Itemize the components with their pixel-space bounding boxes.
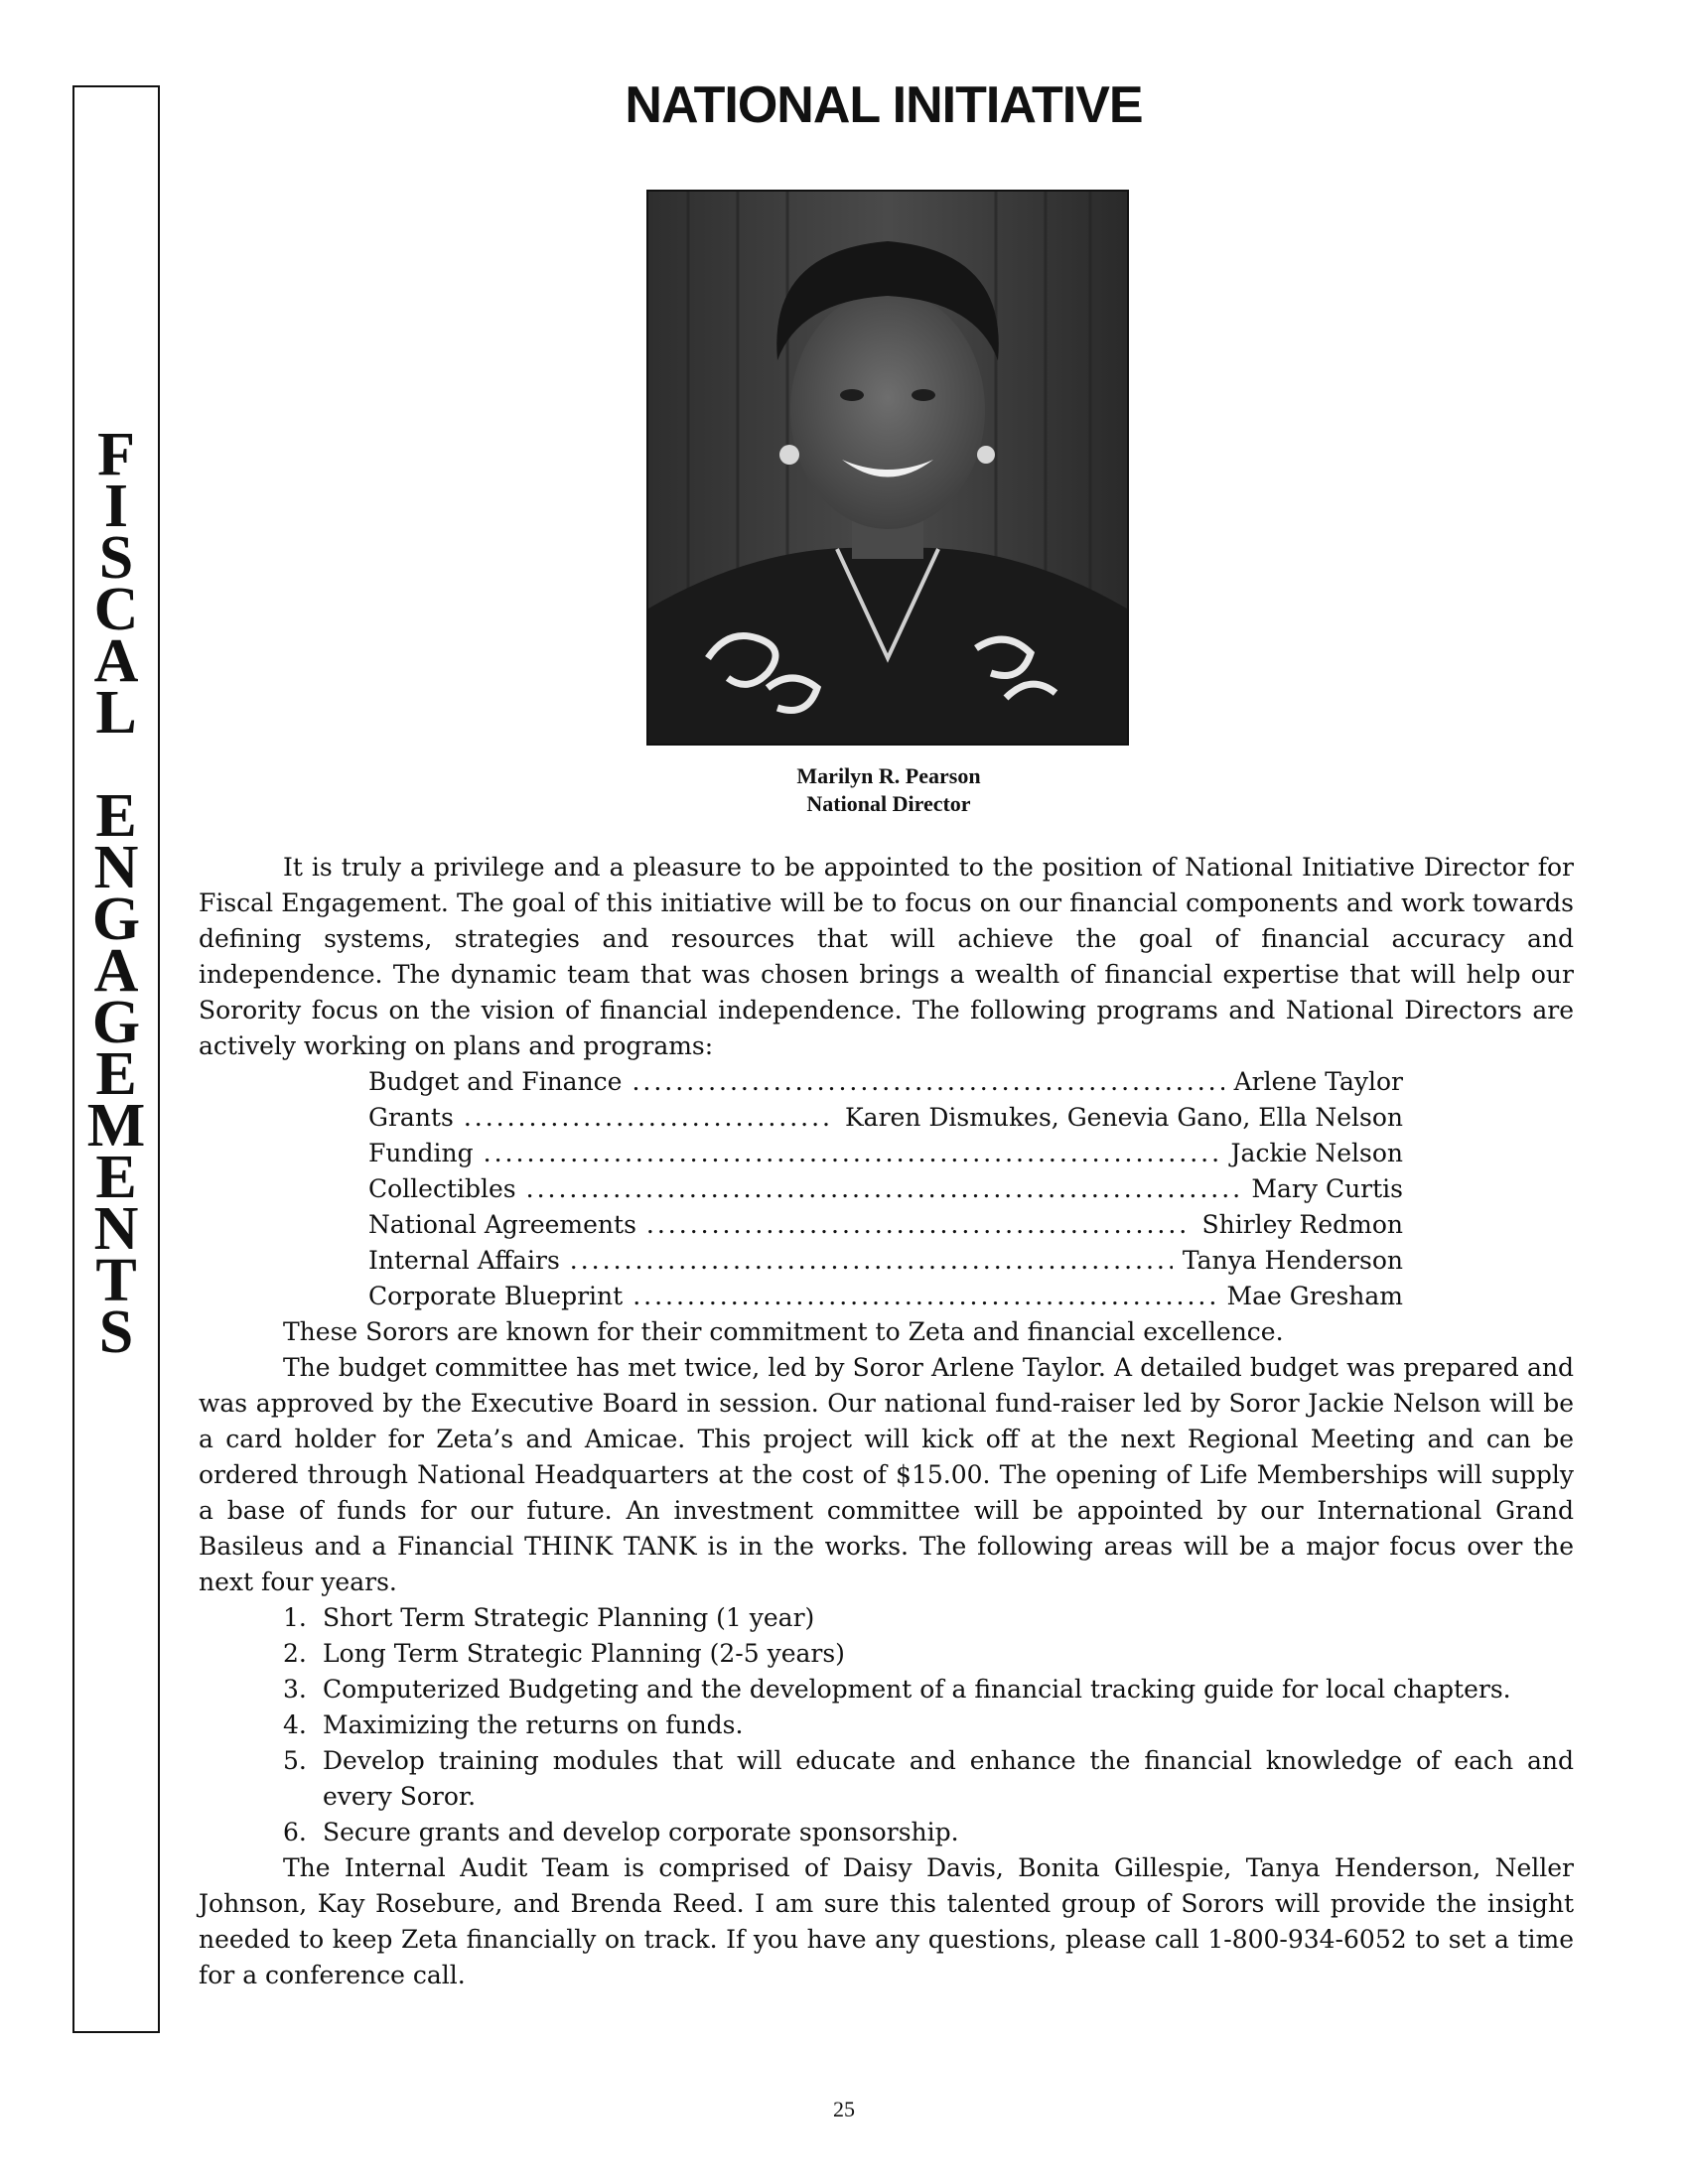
list-item <box>283 1743 1574 1815</box>
program-name: Collectibles <box>368 1174 516 1203</box>
sidebar-letter: I <box>103 473 129 540</box>
portrait-photo <box>646 190 1129 746</box>
dot-leader <box>484 1136 1221 1171</box>
sidebar-vertical-title <box>72 421 160 1366</box>
program-name: Grants <box>368 1103 454 1132</box>
portrait-illustration <box>648 192 1127 744</box>
sidebar-letter: G <box>91 989 141 1056</box>
sidebar-letter: A <box>93 937 139 1005</box>
program-name: National Agreements <box>368 1210 636 1239</box>
item-number: 1. <box>283 1603 307 1632</box>
sidebar-letter: N <box>93 1195 139 1263</box>
director-names: Tanya Henderson <box>1182 1246 1403 1275</box>
article-body <box>199 850 1574 1993</box>
dot-leader <box>633 1279 1216 1314</box>
list-item <box>283 1707 1574 1743</box>
dot-leader <box>632 1064 1223 1100</box>
caption-role: National Director <box>806 791 971 816</box>
sidebar-letter: T <box>95 1247 137 1314</box>
list-item <box>283 1600 1574 1636</box>
dot-leader <box>570 1243 1173 1279</box>
sidebar-letter: F <box>97 421 135 488</box>
item-text: Long Term Strategic Planning (2-5 years) <box>323 1639 845 1668</box>
list-item <box>368 1207 1403 1243</box>
director-names: Arlene Taylor <box>1233 1067 1403 1096</box>
item-number: 2. <box>283 1639 307 1668</box>
program-name: Corporate Blueprint <box>368 1282 624 1310</box>
sidebar-letter: E <box>95 1040 137 1108</box>
sidebar-letter: N <box>93 834 139 901</box>
sidebar-letter: M <box>86 1092 146 1160</box>
item-text: Computerized Budgeting and the development of a financial tracking guide for local chapters. <box>323 1675 1511 1704</box>
director-names: Shirley Redmon <box>1201 1210 1403 1239</box>
item-number: 5. <box>283 1746 307 1775</box>
list-item <box>283 1636 1574 1672</box>
audit-paragraph: The Internal Audit Team is comprised of Daisy Davis, Bonita Gillespie, Tanya Henderson, Neller Johnson, Kay Rosebure, and Brenda Reed. I am sure this talented group of Sorors will provide the insight needed to keep Zeta financially on track. If you have any questions, please call 1-800-934-6052 to set a time for a conference call. <box>199 1853 1574 1989</box>
dot-leader <box>646 1207 1193 1243</box>
dot-leader <box>464 1100 835 1136</box>
list-item <box>368 1064 1403 1100</box>
sidebar-letter: S <box>98 524 134 592</box>
director-names: Jackie Nelson <box>1230 1139 1403 1167</box>
sidebar-letter: G <box>91 886 141 953</box>
list-item <box>283 1672 1574 1707</box>
director-names: Karen Dismukes, Genevia Gano, Ella Nelson <box>844 1103 1403 1132</box>
commitment-paragraph: These Sorors are known for their commitment to Zeta and financial excellence. <box>283 1317 1284 1346</box>
item-text: Develop training modules that will educate and enhance the financial knowledge of each and every Soror. <box>323 1746 1574 1811</box>
item-text: Short Term Strategic Planning (1 year) <box>323 1603 815 1632</box>
dot-leader <box>526 1171 1242 1207</box>
sidebar-letter: E <box>95 1144 137 1211</box>
list-item <box>368 1136 1403 1171</box>
item-number: 6. <box>283 1818 307 1846</box>
directors-list <box>368 1064 1403 1314</box>
item-text: Maximizing the returns on funds. <box>323 1710 744 1739</box>
budget-paragraph: The budget committee has met twice, led by Soror Arlene Taylor. A detailed budget was prepared and was approved by the Executive Board in session. Our national fund-raiser led by Soror Jackie Nelson will be a card holder for Zeta’s and Amicae. This project will kick off at the next Regional Meeting and can be ordered through National Headquarters at the cost of $15.00. The opening of Life Memberships will supply a base of funds for our future. An investment committee will be appointed by our International Grand Basileus and a Financial THINK TANK is in the works. The following areas will be a major focus over the next four years. <box>199 1353 1574 1596</box>
sidebar-letter: E <box>95 782 137 850</box>
list-item <box>368 1243 1403 1279</box>
sidebar-letter: C <box>93 576 139 643</box>
list-item <box>368 1100 1403 1136</box>
caption-name: Marilyn R. Pearson <box>796 763 981 788</box>
photo-caption <box>635 762 1142 818</box>
program-name: Funding <box>368 1139 474 1167</box>
list-item <box>368 1171 1403 1207</box>
program-name: Internal Affairs <box>368 1246 560 1275</box>
focus-areas-list <box>199 1600 1574 1850</box>
director-names: Mae Gresham <box>1226 1282 1403 1310</box>
item-number: 3. <box>283 1675 307 1704</box>
list-item <box>368 1279 1403 1314</box>
page-title: NATIONAL INITIATIVE <box>625 76 1143 134</box>
intro-paragraph: It is truly a privilege and a pleasure to be appointed to the position of National Initiative Director for Fiscal Engagement. The goal of this initiative will be to focus on our financial components and work towards defining systems, strategies and resources that will achieve the goal of financial accuracy and independence. The dynamic team that was chosen brings a wealth of financial expertise that will help our Sorority focus on the vision of financial independence. The following programs and National Directors are actively working on plans and programs: <box>199 853 1574 1060</box>
director-names: Mary Curtis <box>1251 1174 1403 1203</box>
sidebar-letter: L <box>95 679 137 747</box>
program-name: Budget and Finance <box>368 1067 623 1096</box>
item-number: 4. <box>283 1710 307 1739</box>
item-text: Secure grants and develop corporate sponsorship. <box>323 1818 959 1846</box>
page-number: 25 <box>833 2097 855 2121</box>
list-item <box>283 1815 1574 1850</box>
sidebar-letter: A <box>93 627 139 695</box>
sidebar-letter: S <box>98 1298 134 1366</box>
